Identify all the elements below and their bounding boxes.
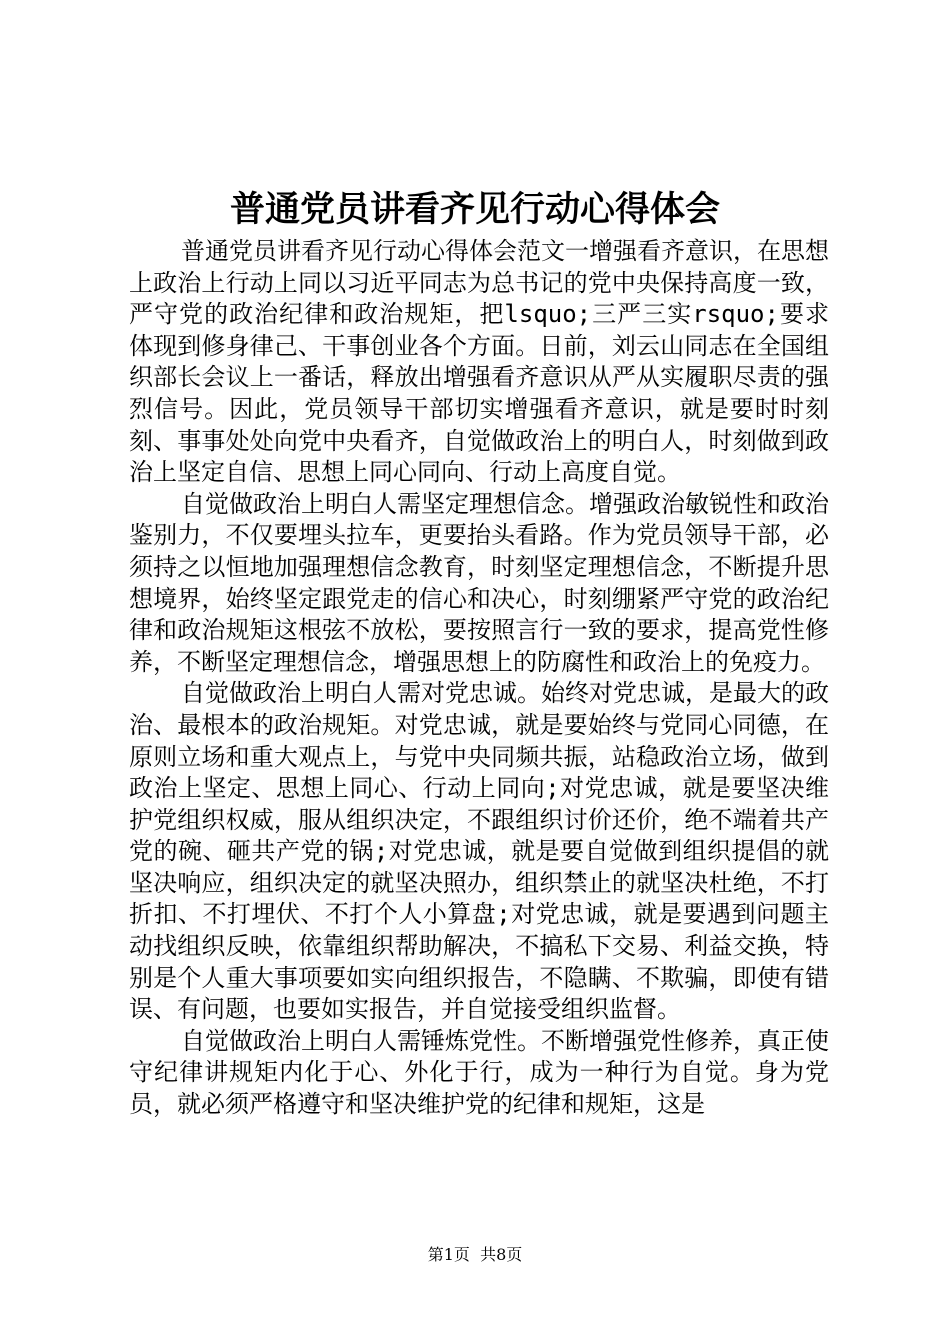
footer-separator [470,1245,480,1264]
page-footer [0,1244,950,1266]
paragraph: 自觉做政治上明白人需对党忠诚。始终对党忠诚，是最大的政治、最根本的政治规矩。对党忠诚，就是要始终与党同心同德，在原则立场和重大观点上，与党中央同频共振，站稳政治立场，做到政治上坚定、思想上同心、行动上同向;对党忠诚，就是要坚决维护党组织权威，服从组织决定，不跟组织讨价还价，绝不端着共产党的碗、砸共产党的锅;对党忠诚，就是要自觉做到组织提倡的就坚决响应，组织决定的就坚决照办，组织禁止的就坚决杜绝，不打折扣、不打埋伏、不打个人小算盘;对党忠诚，就是要遇到问题主动找组织反映，依靠组织帮助解决，不搞私下交易、利益交换，特别是个人重大事项要如实向组织报告，不隐瞒、不欺骗，即使有错误、有问题，也要如实报告，并自觉接受组织监督。 [129,679,829,1024]
page-number: 第1页 [427,1245,470,1264]
document-title: 普通党员讲看齐见行动心得体会 [229,189,720,230]
paragraph: 自觉做政治上明白人需锤炼党性。不断增强党性修养，真正使守纪律讲规矩内化于心、外化于行，成为一种行为自觉。身为党员，就必须严格遵守和坚决维护党的纪律和规矩，这是 [129,1026,829,1119]
document-body [129,236,829,1186]
paragraph: 自觉做政治上明白人需坚定理想信念。增强政治敏锐性和政治鉴别力，不仅要埋头拉车，更要抬头看路。作为党员领导干部，必须持之以恒地加强理想信念教育，时刻坚定理想信念，不断提升思想境界，始终坚定跟党走的信心和决心，时刻绷紧严守党的政治纪律和政治规矩这根弦不放松，要按照言行一致的要求，提高党性修养，不断坚定理想信念，增强思想上的防腐性和政治上的免疫力。 [129,489,829,676]
paragraph: 普通党员讲看齐见行动心得体会范文一增强看齐意识，在思想上政治上行动上同以习近平同志为总书记的党中央保持高度一致，严守党的政治纪律和政治规矩，把lsquo;三严三实rsquo;要求体现到修身律己、干事创业各个方面。日前，刘云山同志在全国组织部长会议上一番话，释放出增强看齐意识从严从实履职尽责的强烈信号。因此，党员领导干部切实增强看齐意识，就是要时时刻刻、事事处处向党中央看齐，自觉做政治上的明白人，时刻做到政治上坚定自信、思想上同心同向、行动上高度自觉。 [129,237,829,487]
page-total: 共8页 [480,1245,523,1264]
